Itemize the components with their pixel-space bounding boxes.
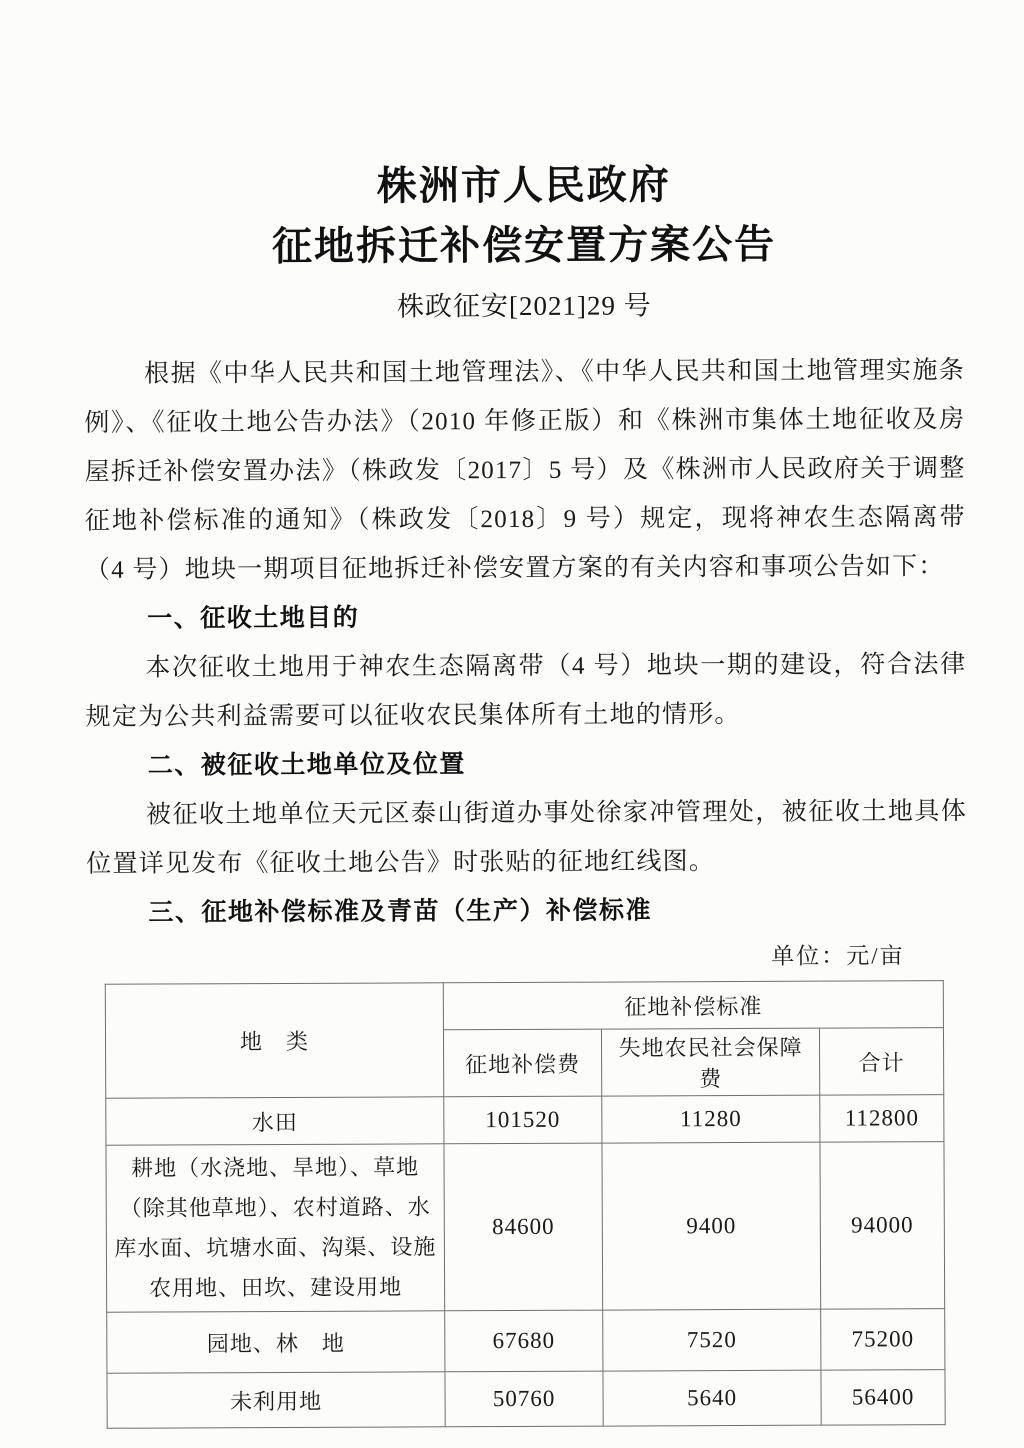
total-cell: 94000 xyxy=(820,1142,945,1310)
unit-note: 单位：元/亩 xyxy=(771,943,905,969)
compensation-table xyxy=(105,980,946,1429)
section-1-body: 本次征收土地用于神农生态隔离带（4 号）地块一期的建设，符合法律规定为公共利益需要可以征收农民集体所有土地的情形。 xyxy=(85,651,967,731)
document-title-line1: 株洲市人民政府 xyxy=(376,162,671,209)
land-type-cell: 水田 xyxy=(106,1097,444,1145)
land-type-cell: 未利用地 xyxy=(107,1372,445,1428)
land-type-cell: 耕地（水浇地、旱地）、草地（除其他草地）、农村道路、水库水面、坑塘水面、沟渠、设施农用地、田坎、建设用地 xyxy=(106,1144,445,1312)
document-title-line2: 征地拆迁补偿安置方案公告 xyxy=(271,221,777,270)
social-security-cell: 11280 xyxy=(602,1095,820,1143)
land-type-cell: 园地、林 地 xyxy=(107,1311,445,1373)
table-row-paddy-field xyxy=(106,1095,944,1146)
table-row-unused-land xyxy=(107,1370,945,1429)
compensation-fee-cell: 50760 xyxy=(445,1371,603,1427)
header-social-security-fee: 失地农民社会保障费 xyxy=(601,1028,819,1096)
social-security-cell: 9400 xyxy=(602,1142,821,1310)
section-1-heading: 一、征收土地目的 xyxy=(147,604,360,633)
table-row-farmland xyxy=(106,1142,945,1313)
document-body xyxy=(84,346,970,1429)
compensation-fee-cell: 101520 xyxy=(444,1096,602,1144)
header-total: 合计 xyxy=(819,1028,943,1096)
compensation-fee-cell: 67680 xyxy=(445,1310,603,1372)
header-land-type: 地 类 xyxy=(105,983,443,1098)
document-number: 株政征安[2021]29 号 xyxy=(396,290,652,322)
social-security-cell: 5640 xyxy=(603,1370,821,1426)
section-3-heading: 三、征地补偿标准及青苗（生产）补偿标准 xyxy=(148,897,653,927)
header-compensation-standard: 征地补偿标准 xyxy=(443,981,943,1030)
header-compensation-fee: 征地补偿费 xyxy=(443,1029,601,1097)
total-cell: 75200 xyxy=(821,1309,945,1371)
table-header-row-1 xyxy=(105,981,943,1032)
social-security-cell: 7520 xyxy=(603,1309,821,1371)
compensation-fee-cell: 84600 xyxy=(444,1143,603,1311)
table-row-garden-forest xyxy=(107,1309,945,1374)
section-2-body: 被征收土地单位天元区泰山街道办事处徐家冲管理处，被征收土地具体位置详见发布《征收土地公告》时张贴的征地红线图。 xyxy=(86,798,968,878)
intro-paragraph: 根据《中华人民共和国土地管理法》、《中华人民共和国土地管理实施条例》、《征收土地公告办法》（2010 年修正版）和《株洲市集体土地征收及房屋拆迁补偿安置办法》（株政发〔2017〕5 号）及《株洲市人民政府关于调整征地补偿标准的通知》（株政发〔2018〕9 号）规定，现将神农生态隔离带（4 号）地块一期项目征地拆迁补偿安置方案的有关内容和事项公告如下： xyxy=(84,357,966,584)
total-cell: 112800 xyxy=(820,1095,944,1143)
total-cell: 56400 xyxy=(821,1370,945,1426)
section-2-heading: 二、被征收土地单位及位置 xyxy=(147,751,466,780)
